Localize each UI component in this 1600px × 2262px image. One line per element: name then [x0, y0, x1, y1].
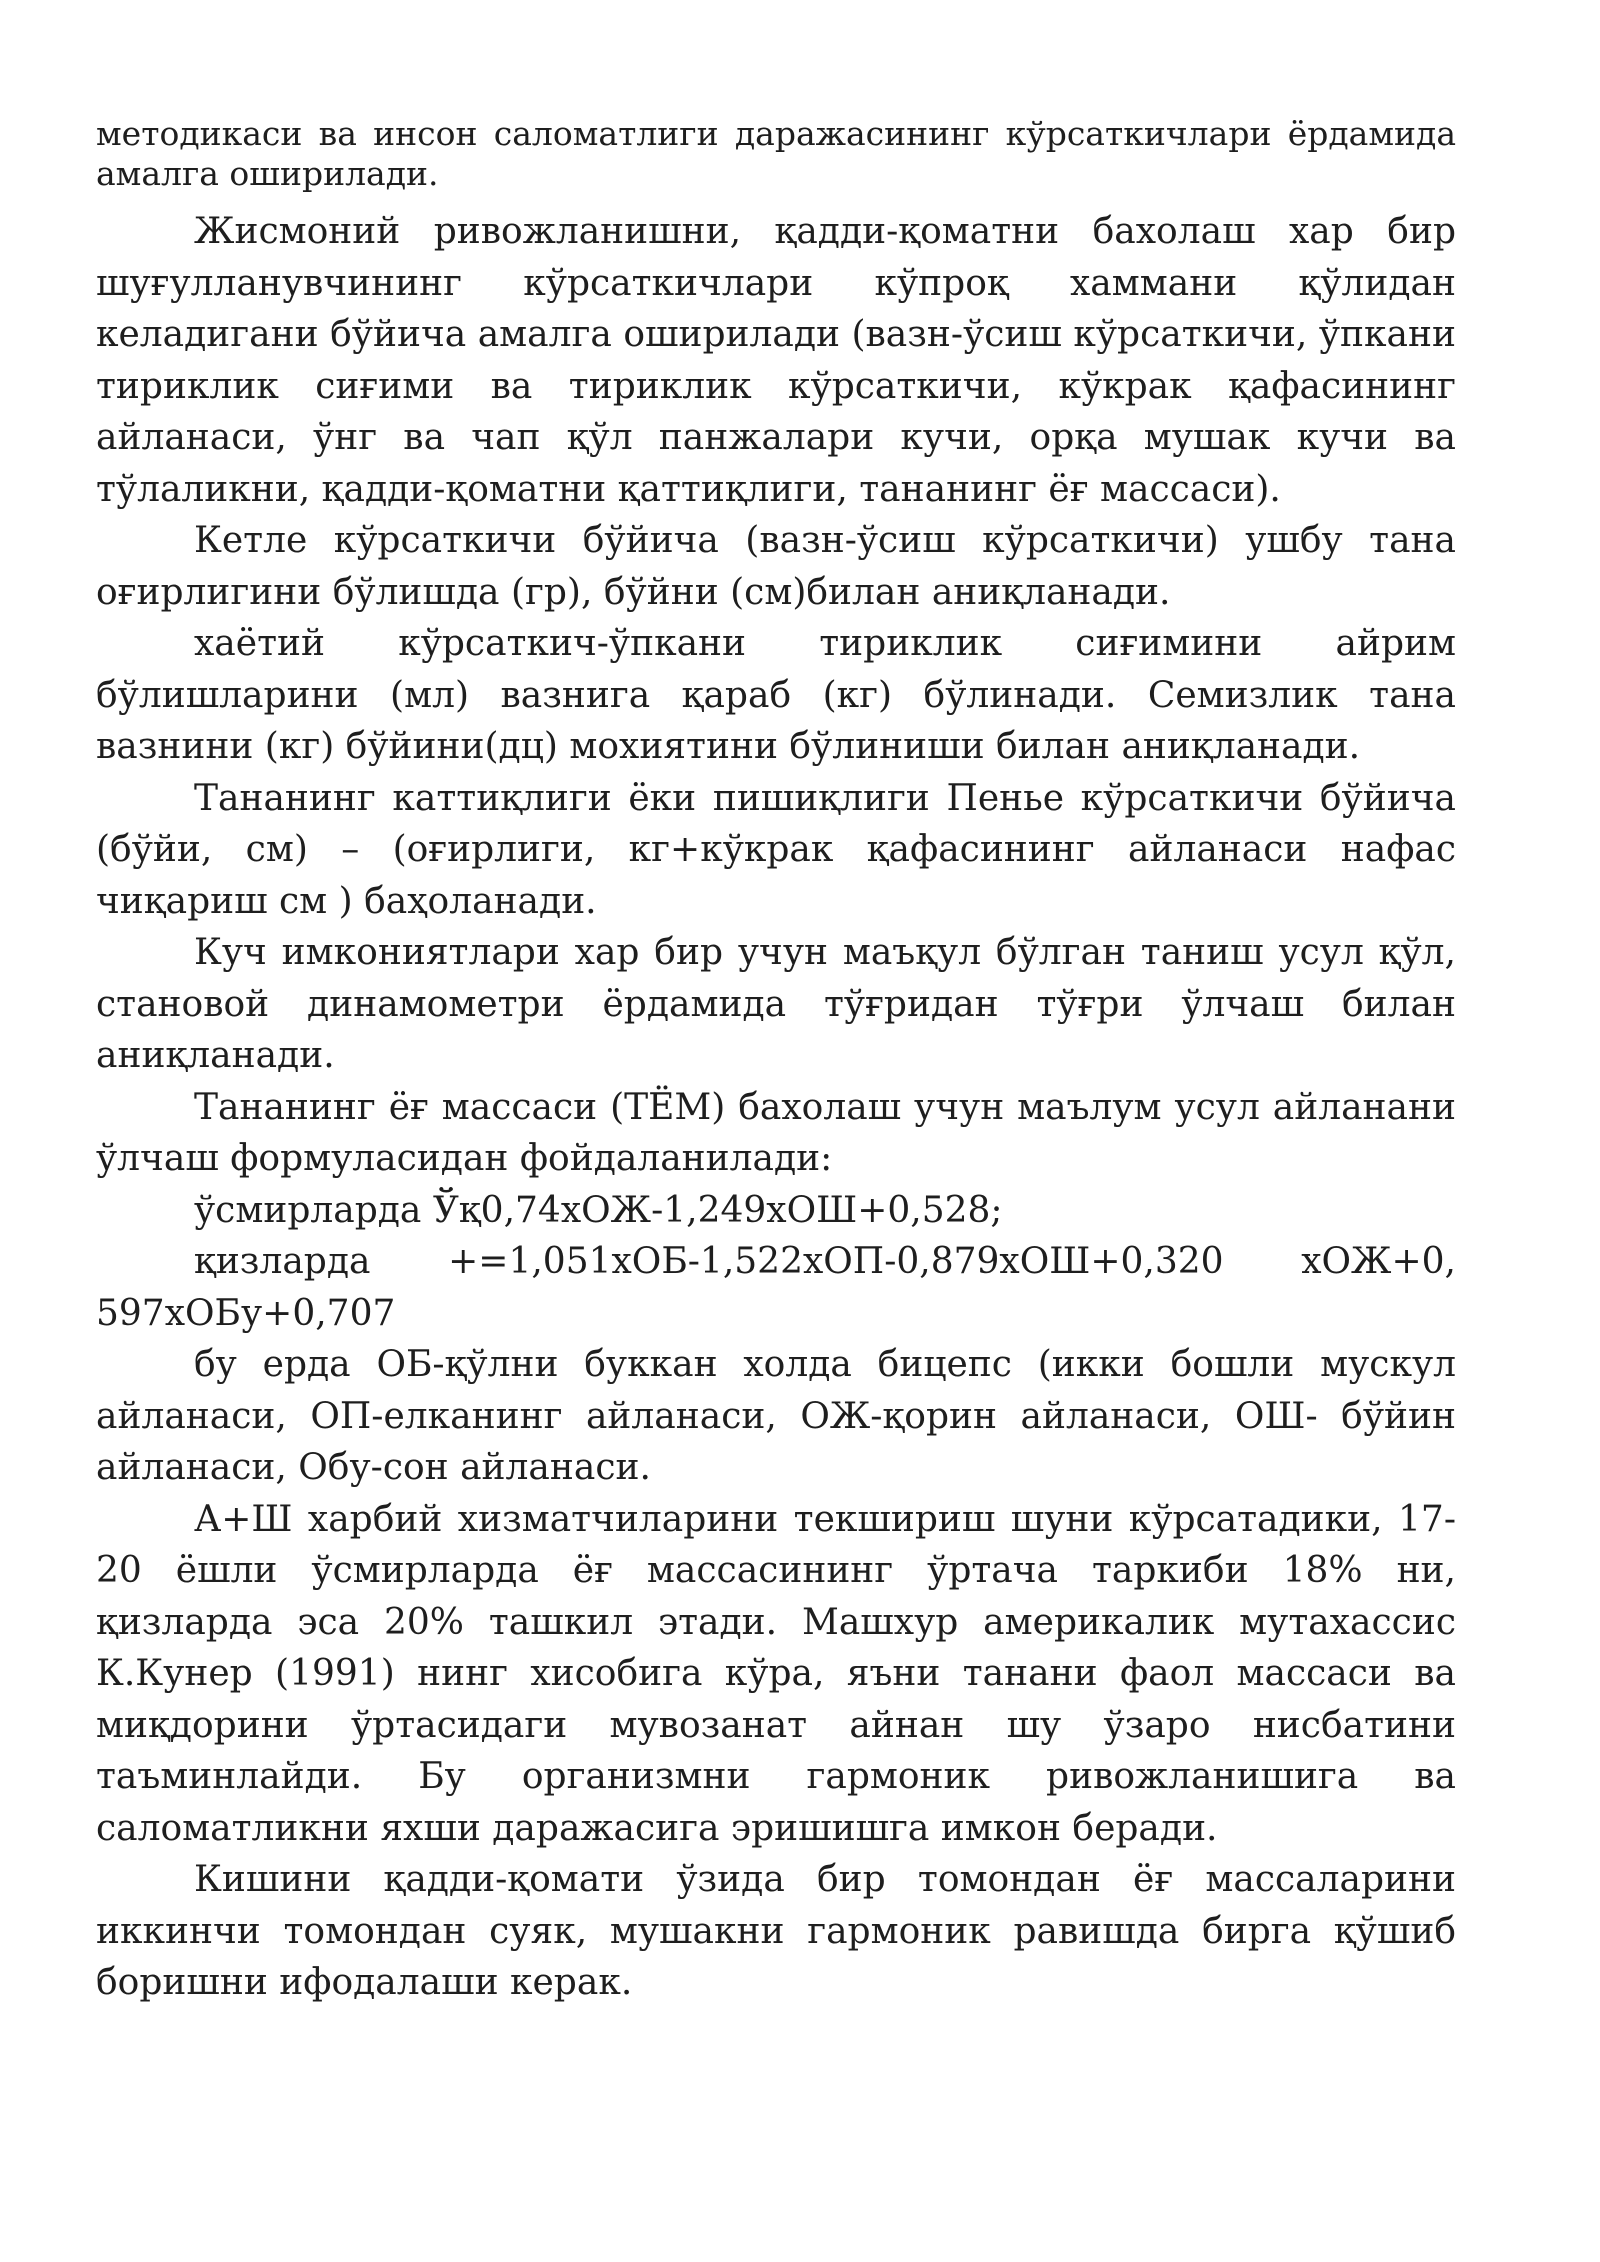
- paragraph-pinye-index: Тананинг каттиқлиги ёки пишиқлиги Пенье кўрсаткичи бўйича (бўйи, см) – (оғирлиги, кг+кўкрак қафасининг айланаси нафас чиқариш см ) баҳоланади.: [96, 777, 1456, 922]
- formula-boys: ўсмирларда Ўқ0,74хОЖ-1,249хОШ+0,528;: [194, 1189, 1003, 1231]
- formula-girls: [96, 1236, 1456, 1288]
- paragraph-legend: бу ерда ОБ-қўлни буккан холда бицепс (икки бошли мускул айланаси, ОП-елканинг айланаси, ОЖ-қорин айланаси, ОШ- бўйин айланаси, Обу-сон айланаси.: [96, 1344, 1456, 1488]
- paragraph-vital-index: хаётий кўрсаткич-ўпкани тириклик сиғимини айрим бўлишларини (мл) вазнига қараб (кг) бўлинади. Семизлик тана вазнини (кг) бўйини(дц) мохиятини бўлиниши билан аниқланади.: [96, 623, 1456, 767]
- paragraph-continuation: методикаси ва инсон саломатлиги даражасининг кўрсаткичлари ёрдамида амалга оширилади.: [96, 114, 1456, 193]
- paragraph-military-study: А+Ш харбий хизматчиларини текшириш шуни кўрсатадики, 17-20 ёшли ўсмирларда ёғ массасининг ўртача таркиби 18% ни, қизларда эса 20% ташкил этади. Машхур америкалик мутахассис К.Кунер (1991) нинг хисобига кўра, яъни танани фаол массаси ва миқдорини ўртасидаги мувозанат айнан шу ўзаро нисбатини таъминлайди. Бу организмни гармоник ривожланишига ва саломатликни яхши даражасига эришишга имкон беради.: [96, 1498, 1456, 1849]
- formula-girls-continuation: 597хОБу+0,707: [96, 1292, 396, 1334]
- formula-girls-tail: хОЖ+0,: [1301, 1241, 1456, 1282]
- paragraph-physical-development: Жисмоний ривожланишни, қадди-қоматни бахолаш хар бир шуғулланувчининг кўрсаткичлари кўпроқ хаммани қўлидан келадигани бўйича амалга оширилади (вазн-ўсиш кўрсаткичи, ўпкани тириклик сиғими ва тириклик кўрсаткичи, кўкрак қафасининг айланаси, ўнг ва чап қўл панжалари кучи, орқа мушак кучи ва тўлаликни, қадди-қоматни қаттиқлиги, тананинг ёғ массаси).: [96, 211, 1456, 510]
- paragraph-fat-mass: Тананинг ёғ массаси (ТЁМ) бахолаш учун маълум усул айланани ўлчаш формуласидан фойдаланилади:: [96, 1086, 1456, 1179]
- paragraph-posture: Кишини қадди-қомати ўзида бир томондан ёғ массаларини иккинчи томондан суяк, мушакни гармоник равишда бирга қўшиб боришни ифодалаши керак.: [96, 1859, 1456, 2003]
- formula-girls-expression: +=1,051хОБ-1,522хОП-0,879хОШ+0,320: [448, 1241, 1224, 1282]
- document-body: [96, 114, 1456, 2009]
- formula-girls-label: қизларда: [194, 1241, 371, 1282]
- paragraph-ketle-index: Кетле кўрсаткичи бўйича (вазн-ўсиш кўрсаткичи) ушбу тана оғирлигини бўлишда (гр), бўйни (см)билан аниқланади.: [96, 520, 1456, 613]
- paragraph-strength: Куч имкониятлари хар бир учун маъқул бўлган таниш усул қўл, становой динамометри ёрдамида тўғридан тўғри ўлчаш билан аниқланади.: [96, 932, 1456, 1076]
